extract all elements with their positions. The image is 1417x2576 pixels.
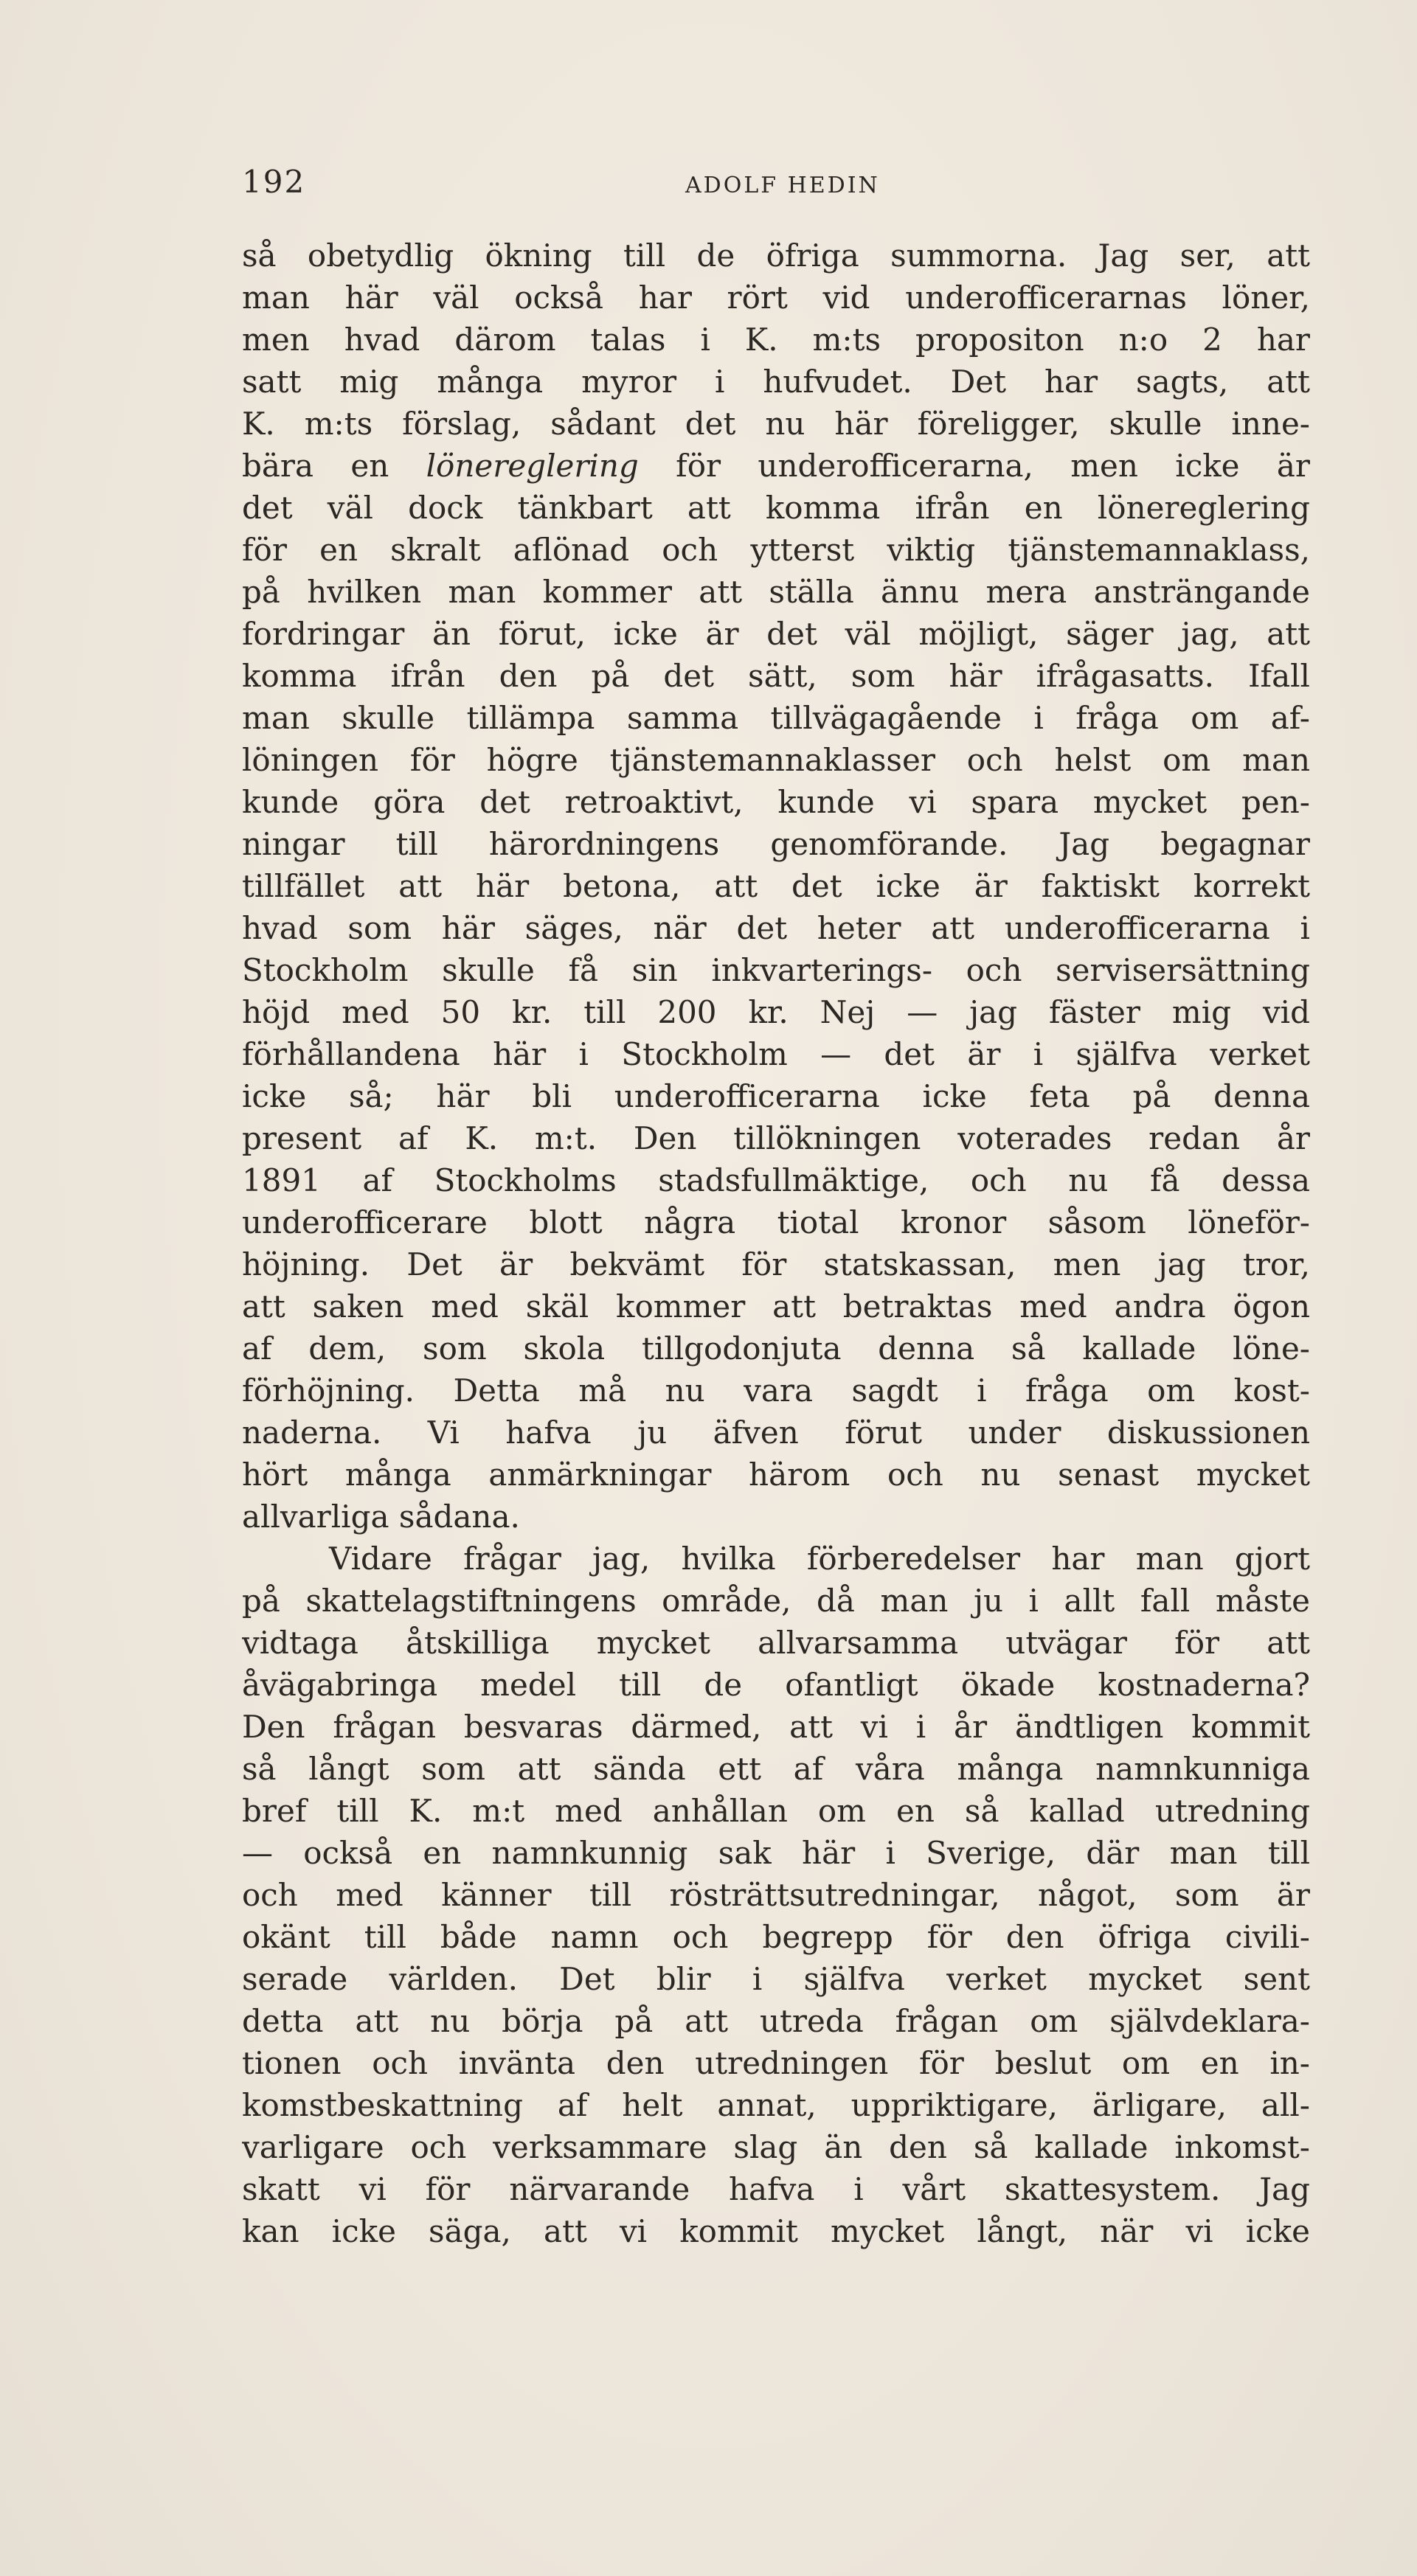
text-line: bära en lönereglering för underofficerarna, men icke är bbox=[242, 448, 1310, 484]
running-head: ADOLF HEDIN bbox=[685, 173, 880, 198]
text-line: naderna. Vi hafva ju äfven förut under diskussionen bbox=[242, 1414, 1310, 1451]
text-line: tionen och invänta den utredningen för beslut om en in- bbox=[242, 2045, 1310, 2081]
text-line: serade världen. Det blir i själfva verket mycket sent bbox=[242, 1961, 1310, 1997]
text-line: så obetydlig ökning till de öfriga summorna. Jag ser, att bbox=[242, 237, 1310, 274]
text-line: detta att nu börja på att utreda frågan om självdeklara- bbox=[242, 2003, 1310, 2039]
text-line: Den frågan besvaras därmed, att vi i år ändtligen kommit bbox=[242, 1709, 1310, 1745]
text-line: att saken med skäl kommer att betraktas med andra ögon bbox=[242, 1288, 1310, 1325]
text-line: skatt vi för närvarande hafva i vårt skattesystem. Jag bbox=[242, 2171, 1310, 2207]
page-number: 192 bbox=[242, 164, 306, 200]
text-line: allvarliga sådana. bbox=[242, 1499, 520, 1535]
text-line: komma ifrån den på det sätt, som här ifrågasatts. Ifall bbox=[242, 658, 1310, 694]
text-line: 1891 af Stockholms stadsfullmäktige, och nu få dessa bbox=[242, 1162, 1310, 1198]
text-line: höjd med 50 kr. till 200 kr. Nej — jag fäster mig vid bbox=[242, 994, 1310, 1030]
text-line: och med känner till rösträttsutredningar, något, som är bbox=[242, 1877, 1310, 1913]
text-line: hört många anmärkningar härom och nu senast mycket bbox=[242, 1457, 1310, 1493]
text-line: present af K. m:t. Den tillökningen voterades redan år bbox=[242, 1120, 1310, 1156]
text-line: K. m:ts förslag, sådant det nu här föreligger, skulle inne- bbox=[242, 406, 1310, 442]
text-line: förhöjning. Detta må nu vara sagdt i fråga om kost- bbox=[242, 1372, 1310, 1409]
text-line: hvad som här säges, när det heter att underofficerarna i bbox=[242, 910, 1310, 946]
text-line: förhållandena här i Stockholm — det är i själfva verket bbox=[242, 1036, 1310, 1072]
text-line: på hvilken man kommer att ställa ännu mera ansträngande bbox=[242, 574, 1310, 610]
text-line: okänt till både namn och begrepp för den öfriga civili- bbox=[242, 1919, 1310, 1955]
text-line: kunde göra det retroaktivt, kunde vi spara mycket pen- bbox=[242, 784, 1310, 820]
text-line: det väl dock tänkbart att komma ifrån en lönereglering bbox=[242, 490, 1310, 526]
body-text bbox=[242, 235, 1310, 2252]
text-line: icke så; här bli underofficerarna icke feta på denna bbox=[242, 1078, 1310, 1114]
text-line: varligare och verksammare slag än den så kallade inkomst- bbox=[242, 2129, 1310, 2165]
text-line: man här väl också har rört vid underofficerarnas löner, bbox=[242, 280, 1310, 316]
text-line: — också en namnkunnig sak här i Sverige, där man till bbox=[242, 1835, 1310, 1871]
text-line: fordringar än förut, icke är det väl möjligt, säger jag, att bbox=[242, 616, 1310, 652]
text-line: bref till K. m:t med anhållan om en så kallad utredning bbox=[242, 1793, 1310, 1829]
text-line: vidtaga åtskilliga mycket allvarsamma utvägar för att bbox=[242, 1625, 1310, 1661]
emphasized-word: lönereglering bbox=[426, 448, 639, 484]
text-line: tillfället att här betona, att det icke är faktiskt korrekt bbox=[242, 868, 1310, 904]
text-line: så långt som att sända ett af våra många namnkunniga bbox=[242, 1751, 1310, 1787]
text-line: på skattelagstiftningens område, då man ju i allt fall måste bbox=[242, 1583, 1310, 1619]
text-line: men hvad därom talas i K. m:ts propositon n:o 2 har bbox=[242, 322, 1310, 358]
text-line: för en skralt aflönad och ytterst viktig tjänstemannaklass, bbox=[242, 532, 1310, 568]
text-line: Stockholm skulle få sin inkvarterings- och servisersättning bbox=[242, 952, 1310, 988]
text-line: satt mig många myror i hufvudet. Det har sagts, att bbox=[242, 364, 1310, 400]
text-line: kan icke säga, att vi kommit mycket långt, när vi icke bbox=[242, 2213, 1310, 2249]
text-line: underofficerare blott några tiotal kronor såsom löneför- bbox=[242, 1204, 1310, 1240]
text-line: af dem, som skola tillgodonjuta denna så kallade löne- bbox=[242, 1330, 1310, 1367]
text-line: man skulle tillämpa samma tillvägagående i fråga om af- bbox=[242, 700, 1310, 736]
page-header bbox=[242, 164, 1310, 208]
text-line: löningen för högre tjänstemannaklasser och helst om man bbox=[242, 742, 1310, 778]
text-line: komstbeskattning af helt annat, uppriktigare, ärligare, all- bbox=[242, 2087, 1310, 2123]
text-line: åvägabringa medel till de ofantligt ökade kostnaderna? bbox=[242, 1667, 1310, 1703]
text-line: höjning. Det är bekvämt för statskassan, men jag tror, bbox=[242, 1246, 1310, 1282]
text-line: ningar till härordningens genomförande. Jag begagnar bbox=[242, 826, 1310, 862]
paragraph-start-line: Vidare frågar jag, hvilka förberedelser har man gjort bbox=[329, 1541, 1310, 1577]
